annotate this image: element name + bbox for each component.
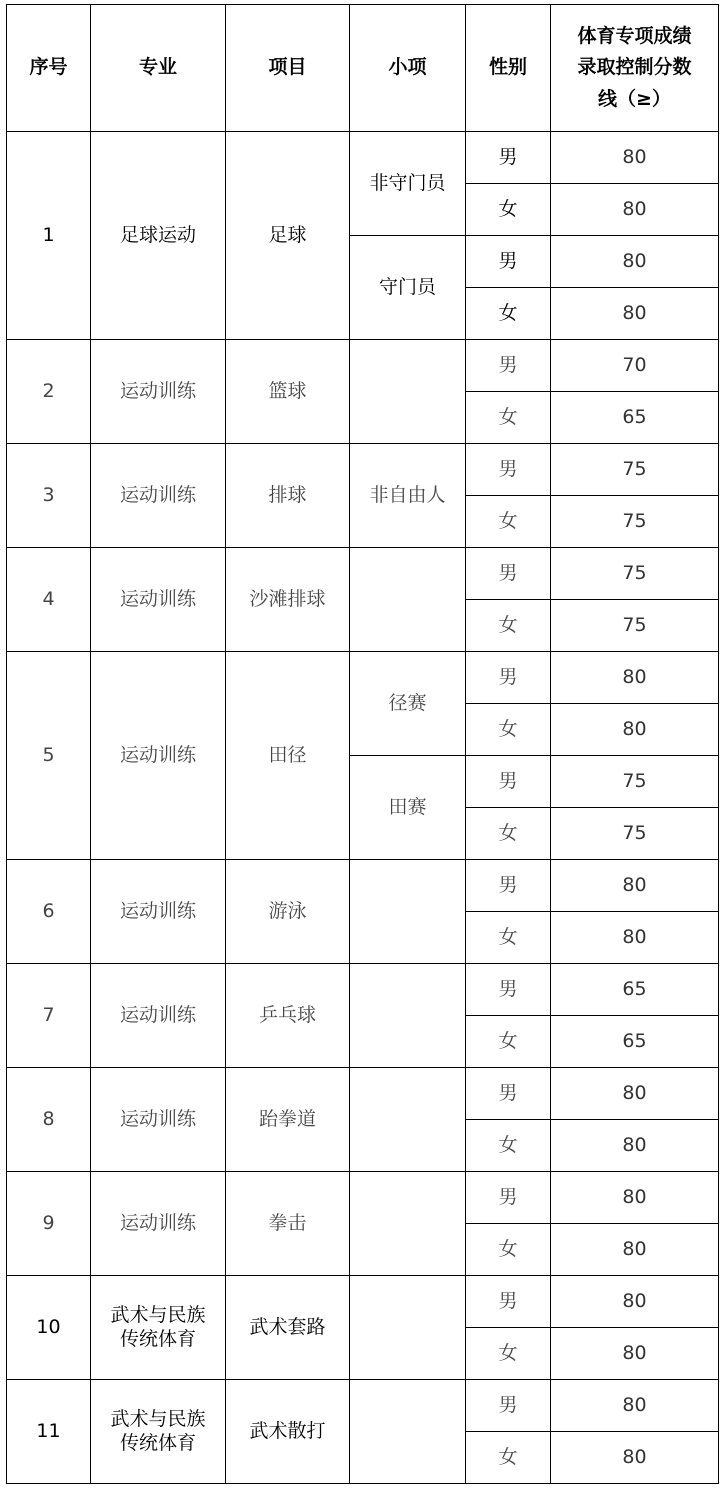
score-cell: 80 [551,236,719,288]
gender-cell: 女 [466,600,551,652]
major-cell: 运动训练 [91,1068,226,1172]
major-cell: 运动训练 [91,340,226,444]
gender-cell: 女 [466,808,551,860]
item-cell: 跆拳道 [226,1068,350,1172]
header-score-line1: 体育专项成绩 [577,24,692,47]
gender-cell: 女 [466,184,551,236]
item-cell: 武术散打 [226,1380,350,1484]
item-cell: 田径 [226,652,350,860]
item-cell: 沙滩排球 [226,548,350,652]
score-cell: 80 [551,912,719,964]
subitem-cell: 径赛 [350,652,466,756]
table-row [7,964,719,1016]
item-cell: 游泳 [226,860,350,964]
major-cell: 运动训练 [91,548,226,652]
score-cell: 75 [551,600,719,652]
gender-cell: 女 [466,496,551,548]
subitem-cell [350,1068,466,1172]
gender-cell: 女 [466,1224,551,1276]
score-cell: 80 [551,1276,719,1328]
item-cell: 篮球 [226,340,350,444]
gender-cell: 男 [466,964,551,1016]
score-cell: 75 [551,756,719,808]
score-cell: 80 [551,288,719,340]
gender-cell: 男 [466,1380,551,1432]
gender-cell: 男 [466,1276,551,1328]
score-cell: 80 [551,1120,719,1172]
subitem-cell [350,1276,466,1380]
subitem-cell: 非守门员 [350,132,466,236]
score-cell: 65 [551,392,719,444]
gender-cell: 女 [466,1120,551,1172]
score-cell: 65 [551,964,719,1016]
score-cell: 80 [551,704,719,756]
header-gender: 性别 [466,5,551,132]
score-cell: 80 [551,1068,719,1120]
seq-cell: 2 [7,340,91,444]
score-cell: 80 [551,184,719,236]
score-cell: 80 [551,1224,719,1276]
table-row [7,1276,719,1328]
table-row [7,1172,719,1224]
major-line1: 武术与民族 [110,1303,206,1326]
table-row [7,1380,719,1432]
score-cell: 75 [551,444,719,496]
major-line2: 传统体育 [119,1431,196,1454]
gender-cell: 女 [466,1328,551,1380]
seq-cell: 10 [7,1276,91,1380]
score-cell: 80 [551,1328,719,1380]
major-line1: 武术与民族 [110,1407,206,1430]
header-row [7,5,719,132]
seq-cell: 8 [7,1068,91,1172]
seq-cell: 3 [7,444,91,548]
table-row [7,340,719,392]
major-cell [91,1276,226,1380]
seq-cell: 6 [7,860,91,964]
major-line2: 传统体育 [119,1327,196,1350]
major-cell: 运动训练 [91,964,226,1068]
seq-cell: 5 [7,652,91,860]
score-cell: 80 [551,860,719,912]
score-cell: 80 [551,1432,719,1484]
header-score-line2: 录取控制分数 [577,56,692,79]
score-cell: 75 [551,496,719,548]
subitem-cell [350,1380,466,1484]
gender-cell: 男 [466,756,551,808]
header-score-line3: 线（≥） [598,87,671,110]
major-cell [91,1380,226,1484]
gender-cell: 男 [466,652,551,704]
gender-cell: 男 [466,548,551,600]
table-row [7,444,719,496]
gender-cell: 女 [466,392,551,444]
gender-cell: 女 [466,1432,551,1484]
item-cell: 排球 [226,444,350,548]
gender-cell: 女 [466,1016,551,1068]
score-cell: 75 [551,808,719,860]
major-cell: 运动训练 [91,1172,226,1276]
gender-cell: 男 [466,340,551,392]
subitem-cell [350,964,466,1068]
gender-cell: 男 [466,1068,551,1120]
score-cell: 80 [551,132,719,184]
header-subitem: 小项 [350,5,466,132]
subitem-cell: 田赛 [350,756,466,860]
subitem-cell [350,860,466,964]
item-cell: 乒乓球 [226,964,350,1068]
major-cell: 运动训练 [91,860,226,964]
header-item: 项目 [226,5,350,132]
gender-cell: 女 [466,912,551,964]
major-cell: 足球运动 [91,132,226,340]
table-row [7,860,719,912]
major-cell: 运动训练 [91,652,226,860]
table-row [7,548,719,600]
header-major: 专业 [91,5,226,132]
table-row [7,132,719,184]
item-cell: 武术套路 [226,1276,350,1380]
gender-cell: 男 [466,236,551,288]
score-cell: 80 [551,652,719,704]
gender-cell: 男 [466,860,551,912]
score-cell: 75 [551,548,719,600]
item-cell: 拳击 [226,1172,350,1276]
header-seq: 序号 [7,5,91,132]
score-cell: 80 [551,1172,719,1224]
gender-cell: 男 [466,132,551,184]
seq-cell: 9 [7,1172,91,1276]
seq-cell: 7 [7,964,91,1068]
major-cell: 运动训练 [91,444,226,548]
gender-cell: 男 [466,1172,551,1224]
table-row [7,1068,719,1120]
subitem-cell [350,1172,466,1276]
table-row [7,652,719,704]
score-cell: 70 [551,340,719,392]
subitem-cell [350,548,466,652]
subitem-cell: 非自由人 [350,444,466,548]
seq-cell: 1 [7,132,91,340]
gender-cell: 女 [466,704,551,756]
score-cell: 80 [551,1380,719,1432]
score-cell: 65 [551,1016,719,1068]
header-score [551,5,719,132]
gender-cell: 男 [466,444,551,496]
subitem-cell [350,340,466,444]
item-cell: 足球 [226,132,350,340]
gender-cell: 女 [466,288,551,340]
admission-score-table [6,4,719,1484]
seq-cell: 4 [7,548,91,652]
seq-cell: 11 [7,1380,91,1484]
subitem-cell: 守门员 [350,236,466,340]
